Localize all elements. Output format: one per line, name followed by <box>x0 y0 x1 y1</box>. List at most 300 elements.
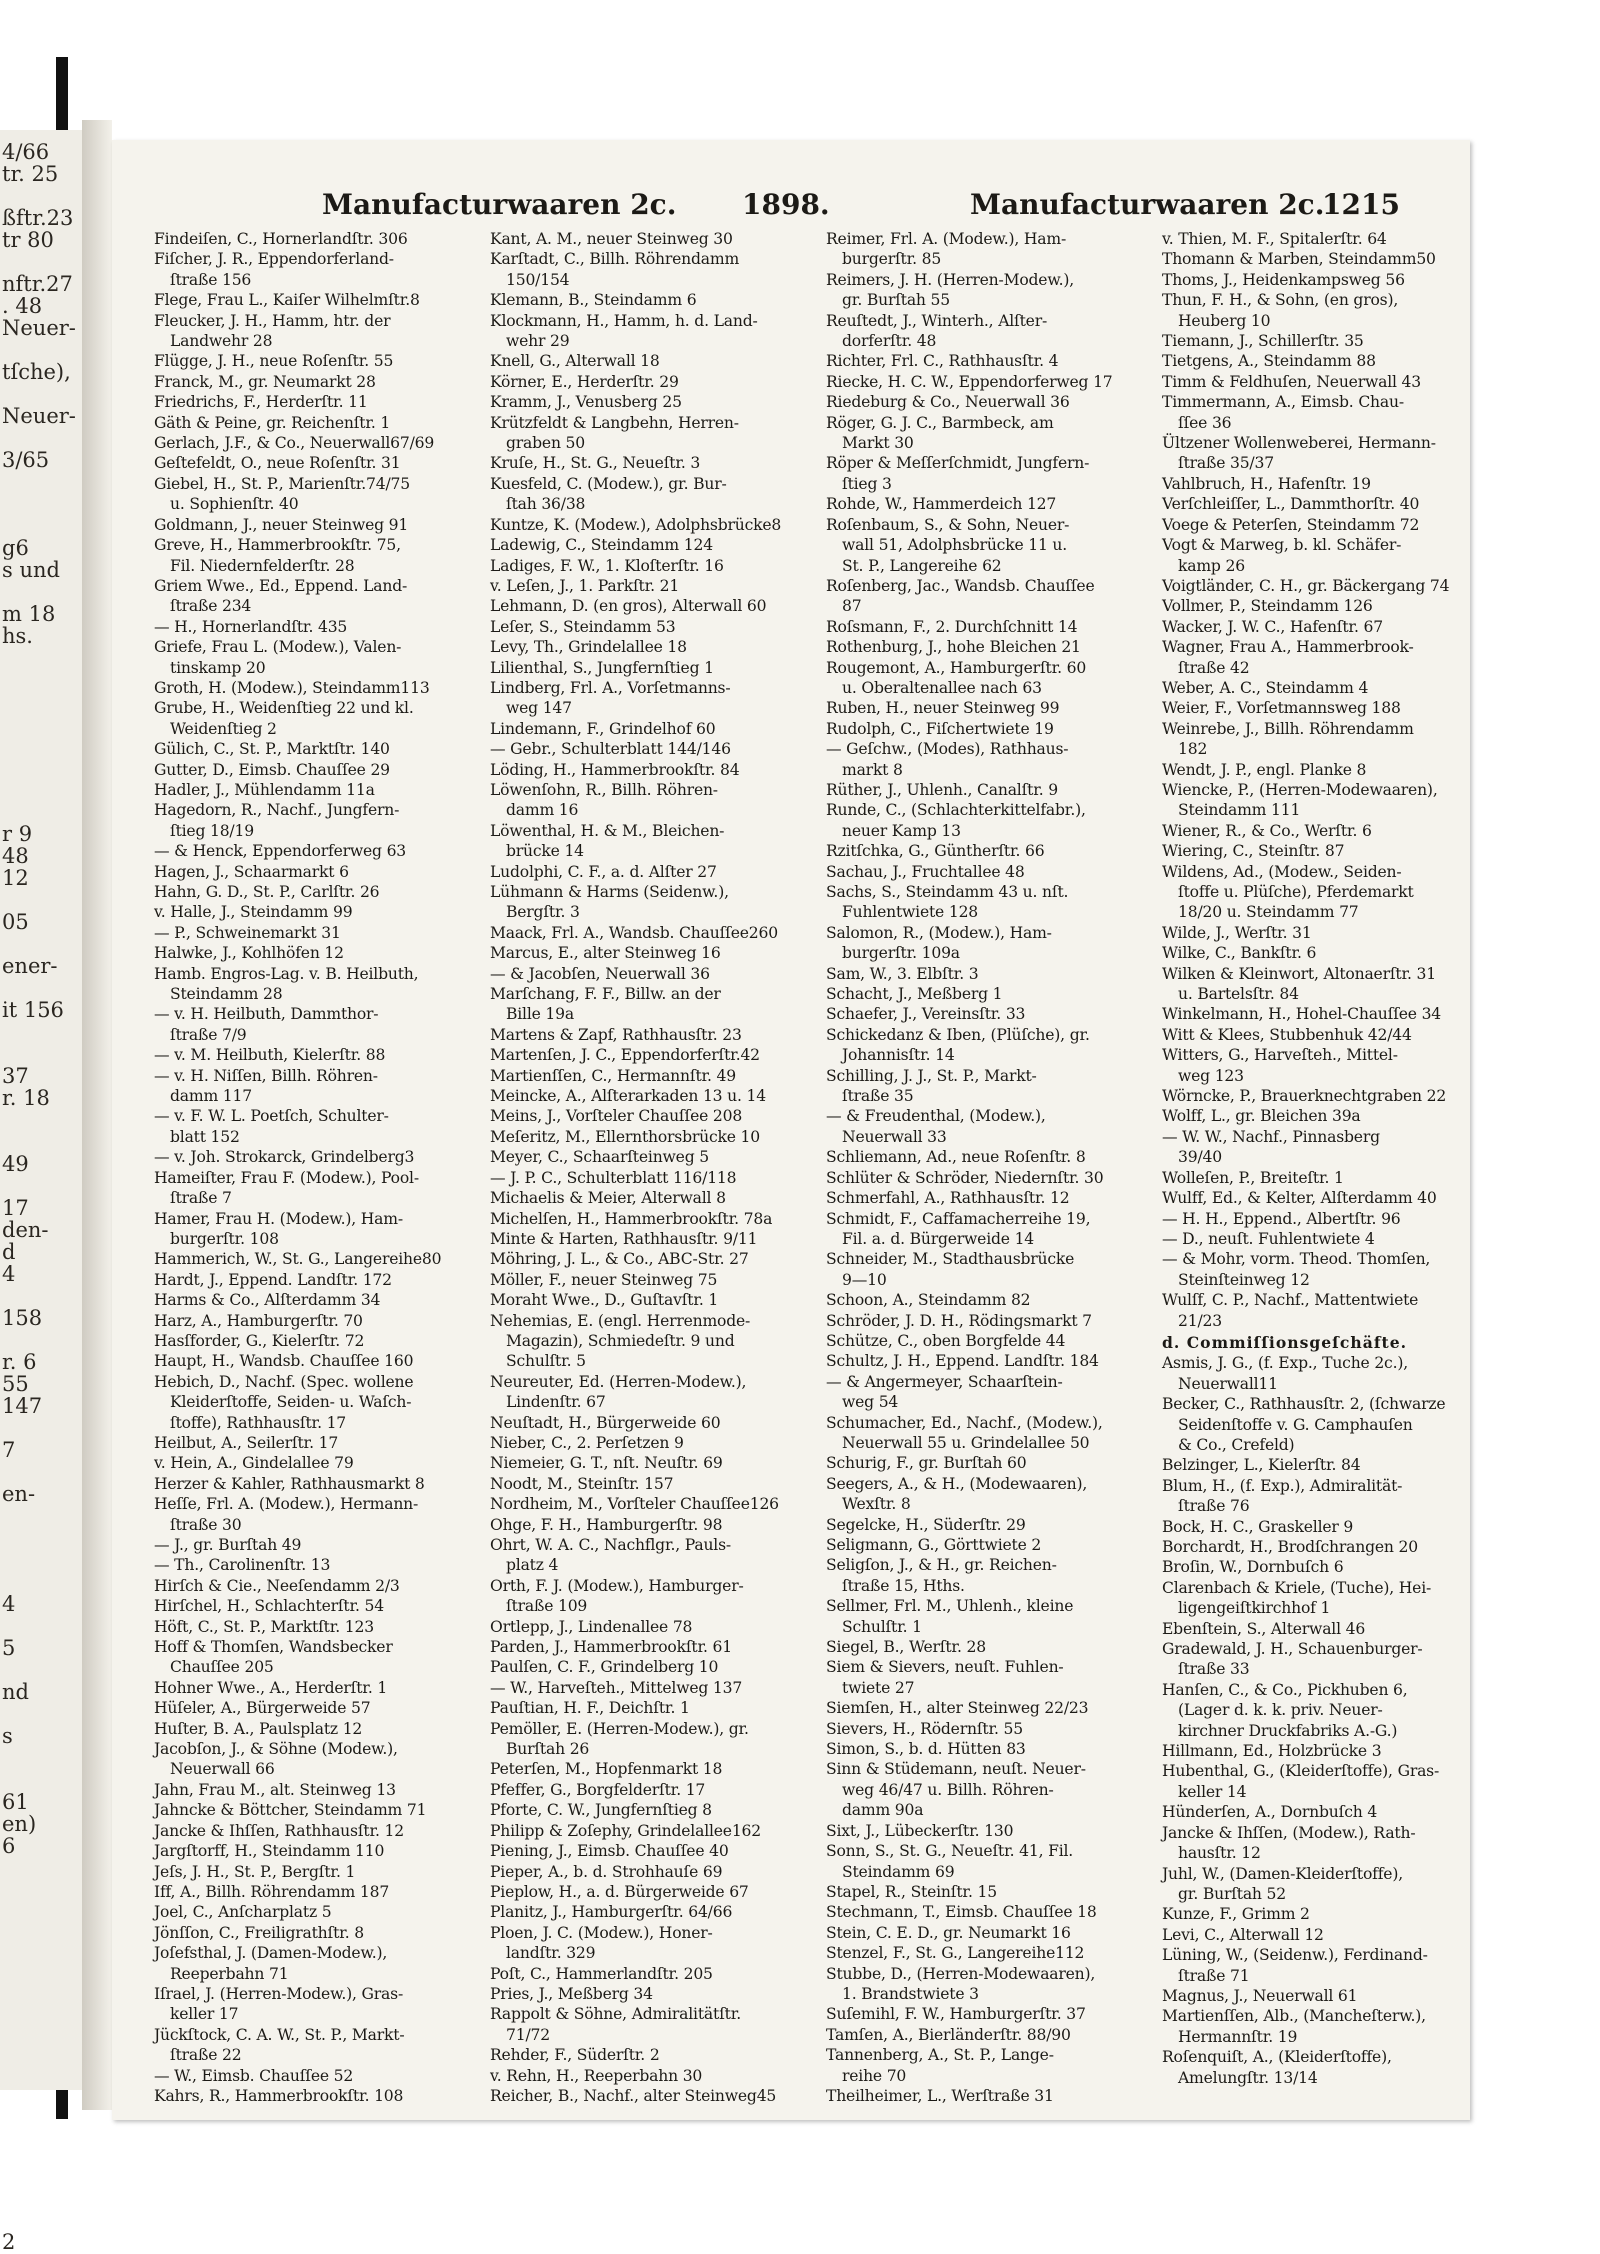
directory-entry: St. P., Langereihe 62 <box>842 556 1002 575</box>
directory-entry: Hillmann, Ed., Holzbrücke 3 <box>1162 1742 1382 1761</box>
directory-entry: Vollmer, P., Steindamm 126 <box>1162 597 1373 616</box>
directory-entry: Stenzel, F., St. G., Langereihe112 <box>826 1944 1085 1963</box>
directory-entry: Tietgens, A., Steindamm 88 <box>1162 352 1376 371</box>
directory-entry: u. Bartelsſtr. 84 <box>1178 985 1299 1004</box>
directory-entry: Moraht Wwe., D., Guſtavſtr. 1 <box>490 1291 719 1310</box>
directory-entry: kirchner Druckfabriks A.-G.) <box>1178 1721 1398 1740</box>
directory-entry: twiete 27 <box>842 1678 915 1697</box>
directory-entry: neuer Kamp 13 <box>842 821 961 840</box>
directory-entry: Kunze, F., Grimm 2 <box>1162 1905 1310 1924</box>
facing-page-text: r. 6 <box>2 1350 37 1374</box>
directory-entry: damm 16 <box>506 801 579 820</box>
directory-entry: Sonn, S., St. G., Neueſtr. 41, Fil. <box>826 1842 1074 1861</box>
entry-column-4 <box>1162 229 1488 2088</box>
directory-entry: Poſt, C., Hammerlandſtr. 205 <box>490 1964 713 1983</box>
directory-entry: Iff, A., Billh. Röhrendamm 187 <box>154 1882 390 1901</box>
facing-page-text: 4 <box>2 1592 16 1616</box>
directory-entry: Voege & Peterſen, Steindamm 72 <box>1162 515 1420 534</box>
facing-page-text: 2 <box>2 2230 16 2254</box>
directory-entry: Neureuter, Ed. (Herren-Modew.), <box>490 1372 747 1391</box>
directory-entry: Meyer, C., Schaarſteinweg 5 <box>490 1148 709 1167</box>
directory-entry: Wendt, J. P., engl. Planke 8 <box>1162 760 1367 779</box>
directory-entry: Riecke, H. C. W., Eppendorferweg 17 <box>826 372 1113 391</box>
directory-entry: Fleucker, J. H., Hamm, htr. der <box>154 311 391 330</box>
facing-page-text: 05 <box>2 910 29 934</box>
directory-entry: 87 <box>842 597 862 616</box>
directory-entry: ſtoffe), Rathhausſtr. 17 <box>170 1413 347 1432</box>
directory-entry: Orth, F. J. (Modew.), Hamburger- <box>490 1576 744 1595</box>
directory-entry: ſtraße 35 <box>842 1087 914 1106</box>
directory-entry: Wiener, R., & Co., Werſtr. 6 <box>1162 821 1372 840</box>
directory-entry: Möller, F., neuer Steinweg 75 <box>490 1270 718 1289</box>
directory-entry: Marcus, E., alter Steinweg 16 <box>490 944 721 963</box>
directory-entry: Kuntze, K. (Modew.), Adolphsbrücke8 <box>490 515 782 534</box>
directory-entry: Runde, C., (Schlachterkittelfabr.), <box>826 801 1086 820</box>
directory-entry: Wolleſen, P., Breiteſtr. 1 <box>1162 1168 1344 1187</box>
directory-entry: Groth, H. (Modew.), Steindamm113 <box>154 678 430 697</box>
directory-entry: Joſefsthal, J. (Damen-Modew.), <box>154 1944 388 1963</box>
directory-entry: v. Hein, A., Gindelallee 79 <box>154 1454 354 1473</box>
directory-entry: Neuerwall 66 <box>170 1760 275 1779</box>
directory-entry: Philipp & Zoſephy, Grindelallee162 <box>490 1821 761 1840</box>
directory-entry: brücke 14 <box>506 842 584 861</box>
directory-entry: — Gebr., Schulterblatt 144/146 <box>490 740 731 759</box>
directory-entry: Martens & Zapf, Rathhausſtr. 23 <box>490 1025 742 1044</box>
directory-entry: Wagner, Frau A., Hammerbrook- <box>1162 638 1414 657</box>
directory-entry: Chauſſee 205 <box>170 1658 274 1677</box>
directory-entry: Hubenthal, G., (Kleiderſtoffe), Gras- <box>1162 1762 1440 1781</box>
directory-entry: Fuhlentwiete 128 <box>842 903 979 922</box>
directory-entry: Nordheim, M., Vorſteler Chauſſee126 <box>490 1495 779 1514</box>
directory-entry: — Th., Carolinenſtr. 13 <box>154 1556 331 1575</box>
directory-entry: Joel, C., Anſcharplatz 5 <box>154 1903 332 1922</box>
directory-entry: Sinn & Stüdemann, neuſt. Neuer- <box>826 1760 1086 1779</box>
directory-entry: Roſsmann, F., 2. Durchſchnitt 14 <box>826 617 1078 636</box>
directory-entry: Siemſen, H., alter Steinweg 22/23 <box>826 1699 1089 1718</box>
directory-entry: Planitz, J., Hamburgerſtr. 64/66 <box>490 1903 733 1922</box>
directory-entry: Sievers, H., Rödernſtr. 55 <box>826 1719 1023 1738</box>
directory-entry: gr. Burſtah 52 <box>1178 1884 1286 1903</box>
directory-entry: Röger, G. J. C., Barmbeck, am <box>826 413 1054 432</box>
directory-entry: Schacht, J., Meßberg 1 <box>826 985 1003 1004</box>
directory-entry: Tiemann, J., Schillerſtr. 35 <box>1162 332 1364 351</box>
directory-entry: ſtraße 15, Hths. <box>842 1576 965 1595</box>
facing-page-text: d <box>2 1240 16 1264</box>
directory-entry: keller 17 <box>170 2005 239 2024</box>
directory-entry: Tannenberg, A., St. P., Lange- <box>826 2046 1054 2065</box>
directory-entry: ſtraße 7 <box>170 1189 232 1208</box>
directory-entry: Hagen, J., Schaarmarkt 6 <box>154 862 349 881</box>
directory-entry: Griem Wwe., Ed., Eppend. Land- <box>154 576 408 595</box>
directory-entry: Körner, E., Herderſtr. 29 <box>490 372 679 391</box>
directory-entry: Steindamm 69 <box>842 1862 955 1881</box>
directory-entry: Löwenſohn, R., Billh. Röhren- <box>490 780 718 799</box>
directory-entry: landſtr. 329 <box>506 1944 596 1963</box>
directory-entry: Hoff & Thomſen, Wandsbecker <box>154 1638 393 1657</box>
directory-entry: Kahrs, R., Hammerbrookſtr. 108 <box>154 2086 404 2105</box>
directory-entry: Salomon, R., (Modew.), Ham- <box>826 923 1052 942</box>
directory-entry: Hasſforder, G., Kielerſtr. 72 <box>154 1331 365 1350</box>
directory-entry: Pauſtian, H. F., Deichſtr. 1 <box>490 1699 690 1718</box>
directory-entry: Stein, C. E. D., gr. Neumarkt 16 <box>826 1923 1071 1942</box>
directory-entry: Lühmann & Harms (Seidenw.), <box>490 883 729 901</box>
directory-entry: Leſer, S., Steindamm 53 <box>490 617 676 636</box>
directory-entry: ſtraße 234 <box>170 597 252 616</box>
directory-entry: Neuerwall11 <box>1178 1374 1278 1393</box>
directory-entry: Hanſen, C., & Co., Pickhuben 6, <box>1162 1680 1408 1699</box>
directory-entry: v. Leſen, J., 1. Parkſtr. 21 <box>490 576 680 595</box>
directory-entry: Neuerwall 55 u. Grindelallee 50 <box>842 1433 1090 1452</box>
directory-entry: Magazin), Schmiedeſtr. 9 und <box>506 1331 735 1350</box>
directory-entry: Steindamm 111 <box>1178 801 1301 820</box>
directory-entry: Jancke & Ihſſen, (Modew.), Rath- <box>1162 1823 1416 1842</box>
directory-entry: Bock, H. C., Graskeller 9 <box>1162 1517 1354 1536</box>
directory-entry: Karſtadt, C., Billh. Röhrendamm <box>490 250 740 269</box>
directory-entry: Klockmann, H., Hamm, h. d. Land- <box>490 311 758 330</box>
directory-entry: Ploen, J. C. (Modew.), Honer- <box>490 1923 713 1942</box>
directory-entry: weg 147 <box>506 699 572 718</box>
directory-entry: Siegel, B., Werſtr. 28 <box>826 1638 986 1657</box>
directory-entry: Kleiderſtoffe, Seiden- u. Waſch- <box>170 1393 412 1412</box>
directory-entry: ſtraße 35/37 <box>1178 454 1274 473</box>
directory-entry: Rohde, W., Hammerdeich 127 <box>826 495 1057 514</box>
directory-entry: Löding, H., Hammerbrookſtr. 84 <box>490 760 740 779</box>
directory-entry: Piening, J., Eimsb. Chauſſee 40 <box>490 1842 729 1861</box>
directory-entry: Steinſteinweg 12 <box>1178 1270 1310 1289</box>
directory-entry: Gutter, D., Eimsb. Chauſſee 29 <box>154 760 390 779</box>
directory-entry: Weber, A. C., Steindamm 4 <box>1162 678 1369 697</box>
directory-entry: 71/72 <box>506 2025 550 2044</box>
directory-entry: ſtieg 18/19 <box>170 821 254 840</box>
directory-entry: Jahncke & Böttcher, Steindamm 71 <box>154 1801 427 1820</box>
directory-entry: keller 14 <box>1178 1782 1247 1801</box>
facing-page-text: Neuer- <box>2 316 76 340</box>
directory-entry: Bille 19a <box>506 1005 574 1024</box>
directory-entry: Peterſen, M., Hopfenmarkt 18 <box>490 1760 723 1779</box>
directory-entry: Reuſtedt, J., Winterh., Alſter- <box>826 311 1048 330</box>
directory-entry: Johannisſtr. 14 <box>842 1046 955 1065</box>
directory-entry: — W., Harveſteh., Mittelweg 137 <box>490 1678 743 1697</box>
directory-entry: Löwenthal, H. & M., Bleichen- <box>490 821 725 840</box>
facing-page-text: 4 <box>2 1262 16 1286</box>
directory-entry: — & Jacobſen, Neuerwall 36 <box>490 964 710 983</box>
facing-page-text: ßftr.23 <box>2 206 74 230</box>
directory-entry: ſſee 36 <box>1178 413 1232 432</box>
directory-entry: Roſenquiſt, A., (Kleiderſtoffe), <box>1162 2048 1392 2067</box>
directory-entry: Reeperbahn 71 <box>170 1964 289 1983</box>
directory-entry: ſtraße 7/9 <box>170 1025 247 1044</box>
directory-entry: Burſtah 26 <box>506 1740 590 1759</box>
directory-entry: 1. Brandstwiete 3 <box>842 1984 979 2003</box>
directory-entry: Witters, G., Harveſteh., Mittel- <box>1162 1046 1398 1065</box>
facing-page-text: 5 <box>2 1636 16 1660</box>
facing-page-text: it 156 <box>2 998 64 1022</box>
directory-entry: kamp 26 <box>1178 556 1245 575</box>
facing-page-text: m 18 <box>2 602 56 626</box>
directory-entry: Hardt, J., Eppend. Landſtr. 172 <box>154 1270 392 1289</box>
directory-entry: Klemann, B., Steindamm 6 <box>490 291 697 310</box>
directory-entry: ſtraße 76 <box>1178 1497 1250 1516</box>
directory-entry: Verſchleiſſer, L., Dammthorſtr. 40 <box>1162 495 1420 514</box>
facing-page-text: 6 <box>2 1834 16 1858</box>
directory-entry: Martienſſen, C., Hermannſtr. 49 <box>490 1066 737 1085</box>
directory-entry: Hermannſtr. 19 <box>1178 2027 1298 2046</box>
directory-entry: ſtraße 22 <box>170 2046 242 2065</box>
directory-entry: Marſchang, F. F., Billw. an der <box>490 985 721 1004</box>
directory-entry: Meins, J., Vorſteler Chauſſee 208 <box>490 1107 743 1126</box>
directory-entry: Timmermann, A., Eimsb. Chau- <box>1162 393 1404 412</box>
directory-entry: Becker, C., Rathhausſtr. 2, (ſchwarze <box>1162 1395 1446 1414</box>
directory-entry: Reimers, J. H. (Herren-Modew.), <box>826 270 1075 289</box>
directory-entry: Rzitſchka, G., Güntherſtr. 66 <box>826 842 1045 861</box>
directory-entry: Wulſf, C. P., Nachf., Mattentwiete <box>1162 1291 1419 1310</box>
directory-entry: Maack, Frl. A., Wandsb. Chauſſee260 <box>490 923 778 942</box>
directory-entry: Thomann & Marben, Steindamm50 <box>1162 250 1436 269</box>
directory-entry: Paulſen, C. F., Grindelberg 10 <box>490 1658 719 1677</box>
directory-entry: Seidenſtoffe v. G. Camphauſen <box>1178 1415 1413 1434</box>
directory-entry: ſtah 36/38 <box>506 495 586 514</box>
directory-entry: Jückſtock, C. A. W., St. P., Markt- <box>154 2025 405 2044</box>
directory-entry: Pemöller, E. (Herren-Modew.), gr. <box>490 1719 749 1738</box>
directory-entry: Siem & Sievers, neuſt. Fuhlen- <box>826 1658 1064 1677</box>
directory-entry: Hünderſen, A., Dornbuſch 4 <box>1162 1803 1378 1822</box>
directory-entry: Thun, F. H., & Sohn, (en gros), <box>1162 291 1399 310</box>
directory-entry: Seligſon, J., & H., gr. Reichen- <box>826 1556 1057 1575</box>
directory-entry: Giebel, H., St. P., Marienſtr.74/75 <box>154 474 410 493</box>
directory-entry: — Geſchw., (Modes), Rathhaus- <box>826 740 1069 759</box>
directory-entry: ligengeiſtkirchhof 1 <box>1178 1599 1331 1618</box>
directory-entry: Sellmer, Frl. M., Uhlenh., kleine <box>826 1597 1074 1616</box>
directory-entry: Geſtefeldt, O., neue Roſenſtr. 31 <box>154 454 401 473</box>
facing-page-text: nftr.27 <box>2 272 73 296</box>
directory-entry: Röper & Meſſerſchmidt, Jungfern- <box>826 454 1090 473</box>
directory-entry: Broſin, W., Dornbuſch 6 <box>1162 1558 1344 1577</box>
directory-entry: tinskamp 20 <box>170 658 266 677</box>
directory-entry: Schaefer, J., Vereinsſtr. 33 <box>826 1005 1026 1024</box>
directory-entry: dorferſtr. 48 <box>842 332 937 351</box>
directory-entry: Haupt, H., Wandsb. Chauſſee 160 <box>154 1352 414 1371</box>
directory-entry: Wacker, J. W. C., Hafenſtr. 67 <box>1162 617 1383 636</box>
directory-entry: Hadler, J., Mühlendamm 11a <box>154 780 375 799</box>
directory-entry: Sixt, J., Lübeckerſtr. 130 <box>826 1821 1014 1840</box>
directory-entry: Meincke, A., Alſterarkaden 13 u. 14 <box>490 1087 766 1106</box>
directory-entry: Weidenſtieg 2 <box>170 719 277 738</box>
directory-entry: Greve, H., Hammerbrookſtr. 75, <box>154 536 401 555</box>
directory-entry: Hüſeler, A., Bürgerweide 57 <box>154 1699 371 1718</box>
facing-page-text: 37 <box>2 1064 29 1088</box>
directory-entry: Schmidt, F., Caffamacherreihe 19, <box>826 1209 1091 1228</box>
directory-entry: Jeſs, J. H., St. P., Bergſtr. 1 <box>154 1862 356 1881</box>
directory-entry: Gradewald, J. H., Schauenburger- <box>1162 1640 1423 1659</box>
directory-entry: Kant, A. M., neuer Steinweg 30 <box>490 230 733 248</box>
directory-entry: Pieper, A., b. d. Strohhauſe 69 <box>490 1862 723 1881</box>
directory-entry: Pfeffer, G., Borgfelderſtr. 17 <box>490 1780 706 1799</box>
directory-entry: Schoon, A., Steindamm 82 <box>826 1291 1031 1310</box>
directory-entry: Levi, C., Alterwall 12 <box>1162 1925 1324 1944</box>
directory-entry: Lindberg, Frl. A., Vorſetmanns- <box>490 678 731 697</box>
directory-entry: Flügge, J. H., neue Roſenſtr. 55 <box>154 352 394 371</box>
directory-entry: Ruben, H., neuer Steinweg 99 <box>826 699 1060 718</box>
directory-entry: graben 50 <box>506 434 585 453</box>
directory-entry: Hammerich, W., St. G., Langereihe80 <box>154 1250 442 1269</box>
directory-entry: Neuerwall 33 <box>842 1127 947 1146</box>
directory-entry: Rougemont, A., Hamburgerſtr. 60 <box>826 658 1087 677</box>
directory-entry: Ültzener Wollenweberei, Hermann- <box>1162 434 1436 453</box>
directory-entry: Blum, H., (f. Exp.), Admiralität- <box>1162 1476 1403 1495</box>
directory-entry: — v. H. Heilbuth, Dammthor- <box>154 1005 379 1024</box>
directory-entry: wall 51, Adolphsbrücke 11 u. <box>842 536 1068 555</box>
directory-entry: Krützfeldt & Langbehn, Herren- <box>490 413 739 432</box>
directory-entry: Hohner Wwe., A., Herderſtr. 1 <box>154 1678 388 1697</box>
directory-entry: Jahn, Frau M., alt. Steinweg 13 <box>154 1780 396 1799</box>
facing-page-text: 4/66 <box>2 140 50 164</box>
directory-entry: Möhring, J. L., & Co., ABC-Str. 27 <box>490 1250 749 1269</box>
directory-entry: Reicher, B., Nachf., alter Steinweg45 <box>490 2086 777 2105</box>
directory-entry: Ohge, F. H., Hamburgerſtr. 98 <box>490 1515 723 1534</box>
facing-page-text: 49 <box>2 1152 29 1176</box>
directory-entry: u. Sophienſtr. 40 <box>170 495 299 514</box>
directory-entry: 21/23 <box>1178 1311 1222 1330</box>
facing-page-text: en) <box>2 1812 37 1836</box>
directory-entry: Lindenſtr. 67 <box>506 1393 606 1412</box>
directory-entry: Suſemihl, F. W., Hamburgerſtr. 37 <box>826 2005 1086 2024</box>
facing-page-text: Neuer- <box>2 404 76 428</box>
directory-entry: Schulſtr. 5 <box>506 1352 586 1371</box>
directory-entry: Wulff, Ed., & Kelter, Alſterdamm 40 <box>1162 1189 1437 1208</box>
directory-entry: ſtoffe u. Plüſche), Pferdemarkt <box>1178 883 1414 901</box>
facing-page-text: 12 <box>2 866 29 890</box>
directory-entry: Pries, J., Meßberg 34 <box>490 1984 653 2003</box>
directory-entry: Amelungſtr. 13/14 <box>1178 2068 1318 2087</box>
directory-entry: Stubbe, D., (Herren-Modewaaren), <box>826 1964 1096 1983</box>
directory-entry: Tamſen, A., Bierländerſtr. 88/90 <box>826 2025 1071 2044</box>
directory-entry: Wilke, C., Bankſtr. 6 <box>1162 944 1317 963</box>
directory-entry: Martienſſen, Alb., (Mancheſterw.), <box>1162 2007 1426 2026</box>
directory-entry: Jargſtorff, H., Steindamm 110 <box>154 1842 385 1861</box>
directory-entry: Vogt & Marweg, b. kl. Schäfer- <box>1162 536 1402 555</box>
directory-entry: Heſſe, Frl. A. (Modew.), Hermann- <box>154 1495 419 1514</box>
directory-entry: reihe 70 <box>842 2066 907 2085</box>
directory-entry: Rehder, F., Süderſtr. 2 <box>490 2046 660 2065</box>
directory-entry: Nehemias, E. (engl. Herrenmode- <box>490 1311 751 1330</box>
directory-entry: — & Freudenthal, (Modew.), <box>826 1107 1046 1126</box>
directory-entry: Landwehr 28 <box>170 332 273 351</box>
directory-entry: Sam, W., 3. Elbſtr. 3 <box>826 964 979 983</box>
directory-entry: Hagedorn, R., Nachf., Jungfern- <box>154 801 400 820</box>
directory-entry: Lilienthal, S., Jungfernſtieg 1 <box>490 658 714 677</box>
directory-entry: Sachs, S., Steindamm 43 u. nſt. <box>826 883 1069 901</box>
directory-entry: Hahn, G. D., St. P., Carlſtr. 26 <box>154 883 380 901</box>
directory-entry: Fiſcher, J. R., Eppendorferland- <box>154 250 394 269</box>
directory-entry: Witt & Klees, Stubbenhuk 42/44 <box>1162 1025 1412 1044</box>
directory-entry: weg 54 <box>842 1393 899 1412</box>
directory-entry: Heuberg 10 <box>1178 311 1271 330</box>
facing-page-text: 7 <box>2 1438 16 1462</box>
directory-entry: Ladewig, C., Steindamm 124 <box>490 536 713 555</box>
directory-entry: Huſter, B. A., Paulsplatz 12 <box>154 1719 363 1738</box>
directory-entry: — & Angermeyer, Schaarſtein- <box>826 1372 1063 1391</box>
directory-entry: Minte & Harten, Rathhausſtr. 9/11 <box>490 1229 758 1248</box>
directory-entry: damm 90a <box>842 1801 924 1820</box>
directory-entry: Reimer, Frl. A. (Modew.), Ham- <box>826 230 1067 248</box>
directory-entry: Ortlepp, J., Lindenallee 78 <box>490 1617 693 1636</box>
directory-entry: Franck, M., gr. Neumarkt 28 <box>154 372 376 391</box>
directory-entry: damm 117 <box>170 1087 252 1106</box>
directory-entry: burgerſtr. 85 <box>842 250 942 269</box>
directory-entry: Neuſtadt, H., Bürgerweide 60 <box>490 1413 721 1432</box>
directory-entry: Schickedanz & Iben, (Plüſche), gr. <box>826 1025 1090 1044</box>
directory-entry: Nieber, C., 2. Perſetzen 9 <box>490 1433 684 1452</box>
directory-entry: — H., Hornerlandſtr. 435 <box>154 617 348 636</box>
directory-entry: Meſeritz, M., Ellernthorsbrücke 10 <box>490 1127 760 1146</box>
directory-entry: Markt 30 <box>842 434 914 453</box>
directory-entry: Hamb. Engros-Lag. v. B. Heilbuth, <box>154 964 419 983</box>
directory-entry: Wildens, Ad., (Modew., Seiden- <box>1162 862 1402 881</box>
directory-entry: Schmerfahl, A., Rathhausſtr. 12 <box>826 1189 1070 1208</box>
directory-entry: Rappolt & Söhne, Admiralitätſtr. <box>490 2005 742 2024</box>
facing-page-text: 48 <box>2 844 29 868</box>
directory-entry: Jönſſon, C., Freiligrathſtr. 8 <box>154 1923 364 1942</box>
facing-page-text: g6 <box>2 536 29 560</box>
directory-entry: weg 46/47 u. Billh. Röhren- <box>842 1780 1054 1799</box>
directory-entry: Gülich, C., St. P., Marktſtr. 140 <box>154 740 390 759</box>
directory-entry: Parden, J., Hammerbrookſtr. 61 <box>490 1638 732 1657</box>
directory-entry: Seegers, A., & H., (Modewaaren), <box>826 1474 1088 1493</box>
directory-entry: Fil. Niedernfelderſtr. 28 <box>170 556 355 575</box>
directory-entry: Höft, C., St. P., Marktſtr. 123 <box>154 1617 374 1636</box>
facing-page-text: 3/65 <box>2 448 50 472</box>
directory-entry: Borchardt, H., Brodſchrangen 20 <box>1162 1538 1418 1556</box>
directory-entry: Herzer & Kahler, Rathhausmarkt 8 <box>154 1474 425 1493</box>
directory-entry: — v. M. Heilbuth, Kielerſtr. 88 <box>154 1046 386 1065</box>
directory-entry: Schröder, J. D. H., Rödingsmarkt 7 <box>826 1311 1092 1330</box>
directory-entry: 150/154 <box>506 270 570 289</box>
facing-page-text: nd <box>2 1680 29 1704</box>
directory-entry: Ludolphi, C. F., a. d. Alſter 27 <box>490 862 717 881</box>
directory-entry: ſtraße 71 <box>1178 1966 1250 1985</box>
directory-entry: Grube, H., Weidenſtieg 22 und kl. <box>154 699 414 718</box>
directory-entry: 9—10 <box>842 1270 887 1289</box>
directory-entry: — & Mohr, vorm. Theod. Thomſen, <box>1162 1250 1431 1269</box>
directory-entry: Niemeier, G. T., nſt. Neuſtr. 69 <box>490 1454 723 1473</box>
facing-page-text: s und <box>2 558 60 582</box>
directory-entry: ſtraße 42 <box>1178 658 1250 677</box>
directory-entry: Halwke, J., Kohlhöfen 12 <box>154 944 344 963</box>
directory-entry: Schliemann, Ad., neue Roſenſtr. 8 <box>826 1148 1086 1167</box>
directory-entry: Harz, A., Hamburgerſtr. 70 <box>154 1311 363 1330</box>
facing-page-text: hs. <box>2 624 33 648</box>
directory-entry: Wexſtr. 8 <box>842 1495 911 1514</box>
directory-entry: Martenſen, J. C., Eppendorferſtr.42 <box>490 1046 760 1065</box>
directory-entry: Magnus, J., Neuerwall 61 <box>1162 1986 1358 2005</box>
header-left-title: Manufacturwaaren 2c. <box>322 188 677 221</box>
facing-page-text: tr 80 <box>2 228 54 252</box>
directory-entry: & Co., Crefeld) <box>1178 1435 1295 1454</box>
directory-entry: Rothenburg, J., hohe Bleichen 21 <box>826 638 1081 657</box>
directory-entry: Lindemann, F., Grindelhof 60 <box>490 719 716 738</box>
directory-entry: Findeiſen, C., Hornerlandſtr. 306 <box>154 230 408 248</box>
directory-entry: Rudolph, C., Fiſchertwiete 19 <box>826 719 1054 738</box>
directory-entry: Hameiſter, Frau F. (Modew.), Pool- <box>154 1168 419 1187</box>
header-right-title: Manufacturwaaren 2c. <box>970 188 1325 221</box>
directory-entry: Riedeburg & Co., Neuerwall 36 <box>826 393 1070 412</box>
facing-page-text: en- <box>2 1482 36 1506</box>
directory-entry: Juhl, W., (Damen-Kleiderſtoffe), <box>1162 1864 1403 1883</box>
directory-entry: ſtieg 3 <box>842 474 892 493</box>
facing-page-text: ener- <box>2 954 58 978</box>
directory-entry: Schlüter & Schröder, Niedernſtr. 30 <box>826 1168 1104 1187</box>
directory-entry: markt 8 <box>842 760 903 779</box>
